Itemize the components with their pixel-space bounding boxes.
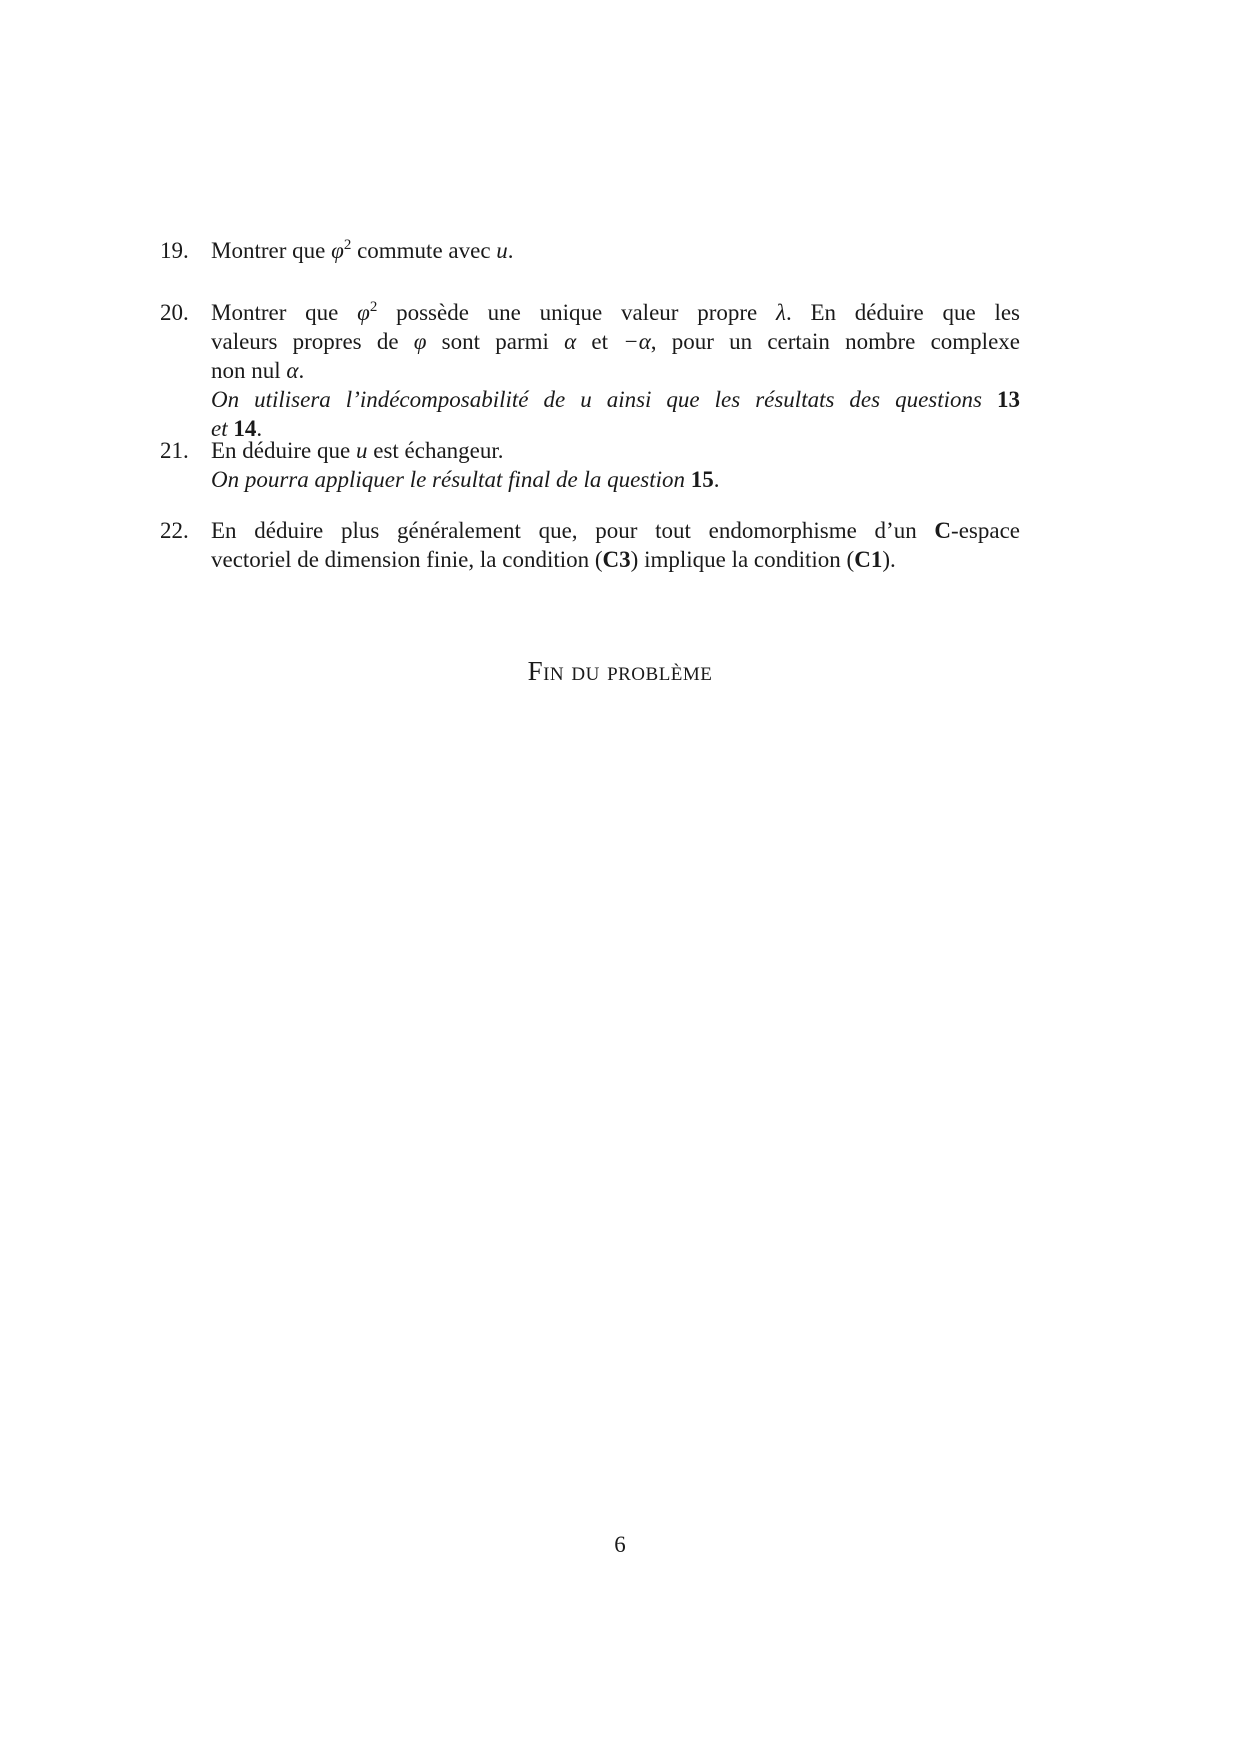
- text-segment: commute avec: [351, 238, 497, 263]
- text-segment: et: [576, 329, 624, 354]
- text-segment: Montrer que: [211, 300, 358, 325]
- math-minus-alpha: −α: [623, 329, 651, 354]
- hint-line: [211, 385, 1020, 414]
- math-phi: φ: [331, 238, 344, 263]
- math-alpha: α: [286, 358, 299, 383]
- question-22: [160, 516, 1020, 574]
- text-segment: .: [507, 238, 514, 263]
- question-body: [211, 516, 1020, 574]
- math-alpha: α: [564, 329, 577, 354]
- question-line: [211, 356, 1020, 385]
- question-reference: 13: [997, 387, 1021, 412]
- question-body: [211, 236, 1020, 265]
- text-segment: En déduire plus généralement que, pour tout endomorphisme d’un: [211, 518, 935, 543]
- text-segment: . En déduire que les: [785, 300, 1020, 325]
- question-number: 19.: [160, 238, 189, 263]
- text-segment: -espace: [951, 518, 1020, 543]
- hint-text: On utilisera l’indécomposabilité de u ainsi que les résultats des questions: [211, 387, 982, 412]
- question-21: [160, 436, 1020, 494]
- text-segment: .: [298, 358, 305, 383]
- math-phi: φ: [357, 300, 370, 325]
- question-reference: 14: [233, 416, 257, 441]
- text-segment: ) implique la condition (: [630, 547, 855, 572]
- text-segment: valeurs propres de: [211, 329, 414, 354]
- hint-line: [211, 465, 1020, 494]
- text-segment: Montrer que: [211, 238, 332, 263]
- condition-c1: C1: [854, 547, 883, 572]
- question-number: 21.: [160, 438, 189, 463]
- text-segment: possède une unique valeur propre: [377, 300, 776, 325]
- question-line: [211, 236, 1020, 265]
- hint-text: et: [211, 416, 228, 441]
- question-reference: 15: [690, 467, 714, 492]
- question-body: [211, 298, 1020, 443]
- end-of-problem-heading: Fin du problème: [527, 656, 713, 686]
- math-exponent: 2: [343, 237, 352, 253]
- question-line: [211, 545, 1020, 574]
- question-body: [211, 436, 1020, 494]
- question-20: [160, 298, 1020, 443]
- question-line: [211, 298, 1020, 327]
- text-segment: ).: [882, 547, 896, 572]
- question-line: [211, 436, 1020, 465]
- math-lambda: λ: [775, 300, 786, 325]
- text-segment: sont parmi: [426, 329, 565, 354]
- hint-text: On pourra appliquer le résultat final de la question: [211, 467, 686, 492]
- text-segment: est échangeur.: [367, 438, 504, 463]
- question-line: [211, 516, 1020, 545]
- condition-c3: C3: [602, 547, 631, 572]
- text-segment: En déduire que: [211, 438, 356, 463]
- text-segment: vectoriel de dimension finie, la condition (: [211, 547, 603, 572]
- page-number: 6: [614, 1532, 626, 1557]
- math-phi: φ: [413, 329, 427, 354]
- text-segment: .: [256, 416, 263, 441]
- text-segment: .: [713, 467, 720, 492]
- math-u: u: [496, 238, 508, 263]
- text-segment: non nul: [211, 358, 287, 383]
- question-line: [211, 327, 1020, 356]
- question-19: [160, 236, 1020, 265]
- question-number: 20.: [160, 300, 189, 325]
- question-number: 22.: [160, 518, 189, 543]
- text-segment: , pour un certain nombre complexe: [650, 329, 1020, 354]
- math-field-c: C: [934, 518, 952, 543]
- math-u: u: [355, 438, 368, 463]
- math-exponent: 2: [369, 299, 378, 315]
